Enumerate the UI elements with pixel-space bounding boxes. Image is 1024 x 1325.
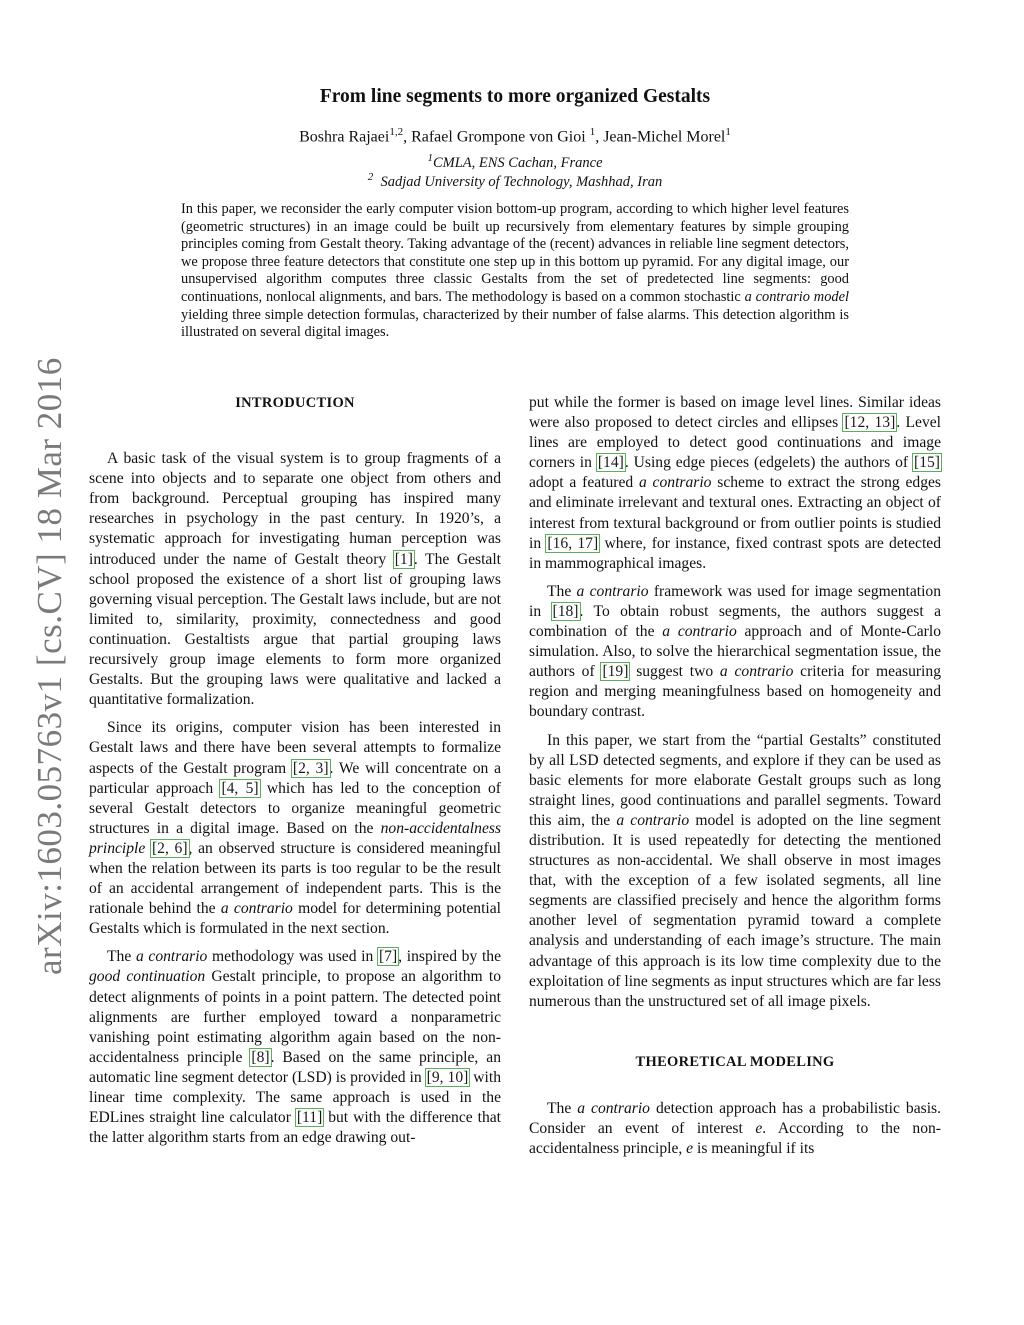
author-affiliation-marker: 1,2 (389, 126, 404, 138)
author-name: Boshra Rajaei (299, 128, 390, 146)
citation-link[interactable]: [1] (394, 550, 413, 568)
citation-link[interactable]: [4, 5] (221, 779, 259, 797)
citation-link[interactable]: [2, 6] (151, 839, 188, 857)
author-name: Jean-Michel Morel (603, 128, 726, 146)
abstract: In this paper, we reconsider the early computer vision bottom-up program, according to which higher level features (geometric structures) in an image could be built up recursively from elementary features by simple grouping principles coming from Gestalt theory. Taking advantage of the (recent) advances in reliable line segment detectors, we propose three feature detectors that constitute one step up in this bottom up pyramid. For any digital image, our unsupervised algorithm computes three classic Gestalts from the set of predetected line segments: good continuations, nonlocal alignments, and bars. The methodology is based on a common stochastic a contrario model yielding three simple detection formulas, characterized by their number of false alarms. This detection algorithm is illustrated on several digital images. (181, 201, 849, 341)
paragraph: The a contrario methodology was used in [7], inspired by the good continuation Gestalt principle, to propose an algorithm to detect alignments of points in a point pattern. The detected point alignments are further employed toward a nonparametric vanishing point estimating algorithm again based on the non-accidentalness principle [8]. Based on the same principle, an automatic line segment detector (LSD) is provided in [9, 10] with linear time complexity. The same approach is used in the EDLines straight line calculator [11] but with the difference that the latter algorithm starts from an edge drawing out- (89, 948, 502, 1147)
citation-link[interactable]: [19] (602, 663, 629, 681)
section-heading-introduction: INTRODUCTION (235, 395, 355, 411)
paragraph: put while the former is based on image level lines. Similar ideas were also proposed to detect circles and ellipses [12, 13]. Level lines are employed to detect good continuations and image corners in [14]. Using edge pieces (edgelets) the authors of [15] adopt a featured a contrario scheme to extract the strong edges and eliminate irrelevant and textural ones. Extracting an object of interest from textural background or from outlier points is studied in [16, 17] where, for instance, fixed contrast spots are detected in mammographical images. (529, 394, 942, 572)
citation-link[interactable]: [15] (914, 454, 940, 472)
citation-link[interactable]: [14] (597, 454, 624, 472)
author-affiliation-marker: 1 (589, 126, 596, 138)
citation-link[interactable]: [16, 17] (547, 534, 599, 552)
author-name: Rafael Grompone von Gioi (411, 128, 590, 146)
paragraph: The a contrario framework was used for image segmentation in [18]. To obtain robust segments, the authors suggest a combination of the a contrario approach and of Monte-Carlo simulation. Also, to solve the hierarchical segmentation issue, the authors of [19] suggest two a contrario criteria for measuring region and merging meaningfulness based on homogeneity and boundary contrast. (529, 582, 942, 721)
citation-link[interactable]: [7] (378, 948, 398, 966)
author-affiliation-marker: 1 (725, 126, 731, 138)
paragraph: In this paper, we start from the “partial Gestalts” constituted by all LSD detected segments, and explore if they can be used as basic elements for more elaborate Gestalt groups such as long straight lines, good continuations and parallel segments. Toward this aim, the a contrario model is adopted on the line segment distribution. It is used repeatedly for detecting the mentioned structures as non-accidental. We shall observe in most images that, with the exception of a few isolated segments, all line segments are classified precisely and hence the algorithm forms another level of segmentation pyramid toward a complete analysis and understanding of each image’s structure. The main advantage of this approach is its low time complexity due to the exploitation of line segments as input structures which are far less numerous than the unstructured set of all image pixels. (529, 731, 942, 1010)
citation-link[interactable]: [12, 13] (844, 414, 896, 432)
arxiv-identifier: arXiv:1603.05763v1 [cs.CV] 18 Mar 2016 (30, 357, 69, 975)
affiliation: $^2$ Sadjad University of Technology, Mashhad, Iran (367, 171, 663, 190)
section-heading-theoretical-modeling: THEORETICAL MODELING (635, 1053, 835, 1070)
author-list: Boshra Rajaei$^{1,2}$, Rafael Grompone von Gioi $^1$, Jean-Michel Morel$^1$ (299, 126, 731, 146)
paragraph: A basic task of the visual system is to group fragments of a scene into objects and to separate one object from others and from background. Perceptual grouping has inspired many researches in psychology in the past century. In 1920’s, a systematic approach for investigating human perception was introduced under the name of Gestalt theory [1]. The Gestalt school proposed the existence of a short list of grouping laws governing visual perception. The Gestalt laws include, but are not limited to, similarity, proximity, connectedness and good continuation. Gestaltists argue that partial grouping laws recursively group image elements to form more organized Gestalts. But the grouping laws were qualitative and lacked a quantitative formalization. (89, 450, 501, 709)
affiliation: $^1$CMLA, ENS Cachan, France (427, 152, 603, 171)
paragraph: The a contrario detection approach has a probabilistic basis. Consider an event of interest e. According to the non-accidentalness principle, e is meaningful if its (529, 1099, 942, 1158)
left-column (89, 393, 501, 1156)
citation-link[interactable]: [11] (296, 1109, 323, 1127)
citation-link[interactable]: [8] (251, 1048, 270, 1066)
citation-link[interactable]: [18] (552, 602, 579, 620)
paper-title: From line segments to more organized Gestalts (319, 86, 711, 107)
citation-link[interactable]: [2, 3] (292, 759, 329, 777)
right-column (529, 393, 941, 1167)
paragraph: Since its origins, computer vision has been interested in Gestalt laws and there have been several attempts to formalize aspects of the Gestalt program [2, 3]. We will concentrate on a particular approach [4, 5] which has led to the conception of several Gestalt detectors to organize meaningful geometric structures in a digital image. Based on the non-accidentalness principle [2, 6], an observed structure is considered meaningful when the relation between its parts is too regular to be the result of an accidental arrangement of independent parts. This is the rationale behind the a contrario model for determining potential Gestalts which is formulated in the next section. (89, 719, 502, 938)
citation-link[interactable]: [9, 10] (426, 1068, 469, 1086)
